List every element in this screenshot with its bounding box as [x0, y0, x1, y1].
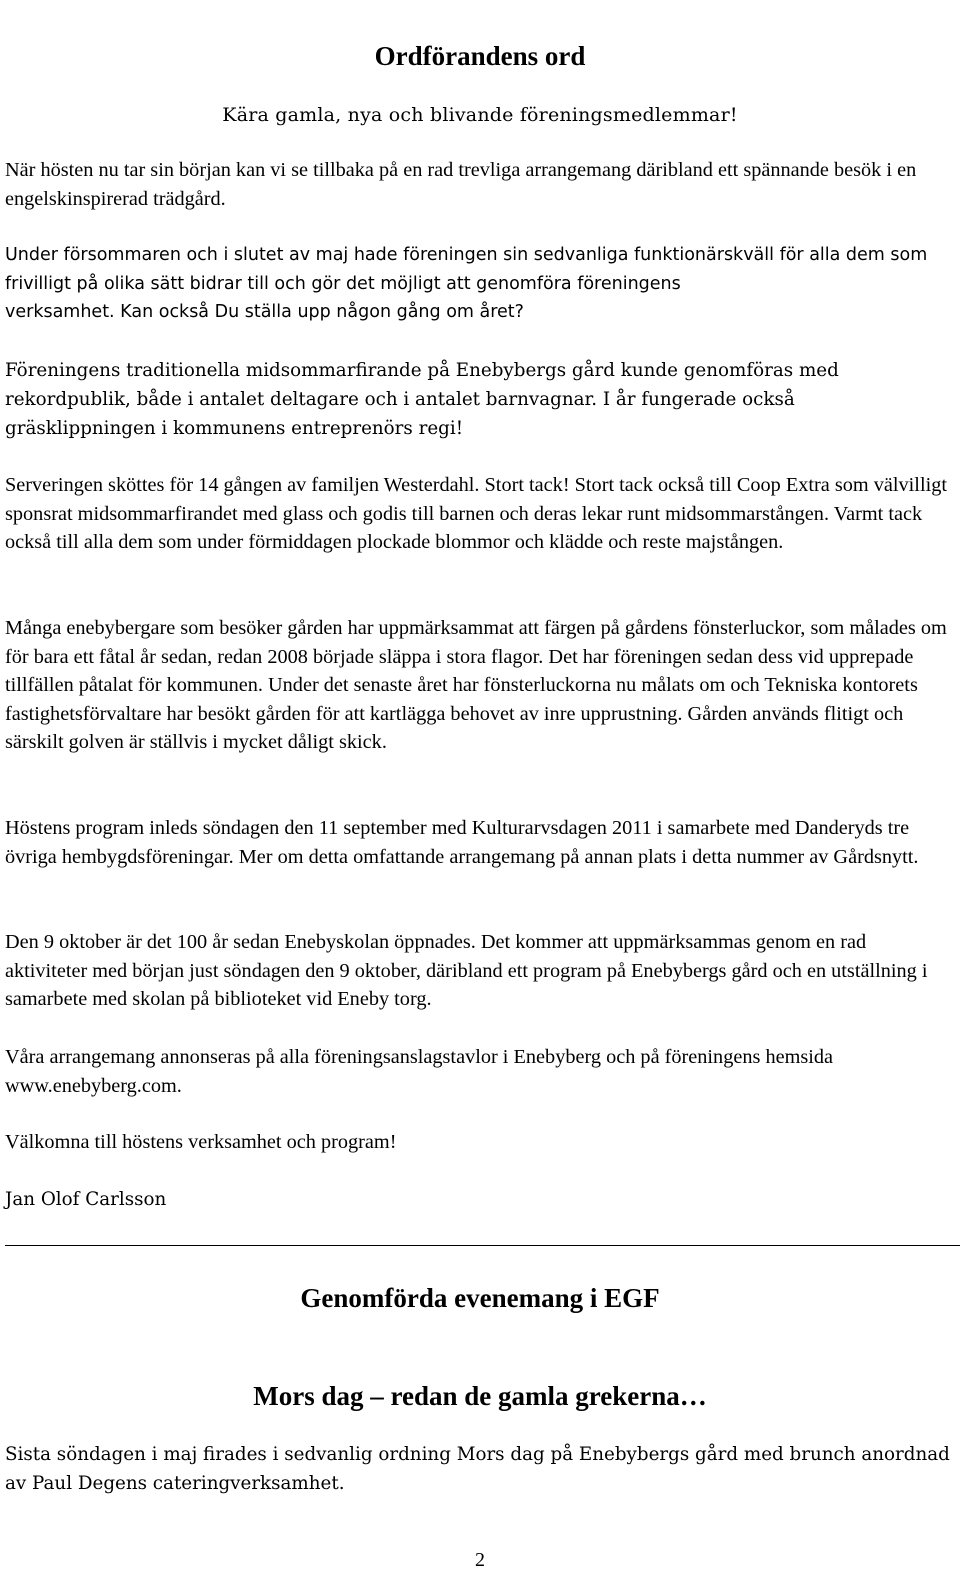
article-heading: Mors dag – redan de gamla grekerna…	[253, 1381, 707, 1411]
paragraph-midsummer: Föreningens traditionella midsommarfirande på Enebybergs gård kunde genomföras med rekordpublik, både i antalet deltagare och i antalet barnvagnar. I år fungerade också gräsklippningen i kommunens entreprenörs regi!	[5, 360, 839, 439]
page-number: 2	[475, 1549, 485, 1571]
section-divider	[5, 1245, 960, 1246]
paragraph-thanks: Serveringen sköttes för 14 gången av familjen Westerdahl. Stort tack! Stort tack också till Coop Extra som välvilligt sponsrat midsommarfirandet med glass och godis till barnen och deras lekar runt midsommarstången. Varmt tack också till alla dem som under förmiddagen plockade blommor och klädde och reste majstången.	[5, 474, 947, 554]
section-heading: Genomförda evenemang i EGF	[300, 1283, 660, 1313]
paragraph-shutters: Många enebybergare som besöker gården har uppmärksammat att färgen på gårdens fönsterluckor, som målades om för bara ett fåtal år sedan, redan 2008 började släppa i stora flagor. Det har föreningen sedan dess vid upprepade tillfällen påtalat för kommunen. Under det senaste året har fönsterluckorna nu målats om och Tekniska kontorets fastighetsförvaltare har besökt gården för att kartlägga behovet av inre upprustning. Gården används flitigt och särskilt golven är ställvis i mycket dåligt skick.	[5, 617, 947, 754]
page-title: Ordförandens ord	[374, 41, 586, 71]
paragraph-volunteer-evening	[5, 241, 950, 327]
paragraph-volunteer-evening-text: Under försommaren och i slutet av maj hade föreningen sin sedvanliga funktionärskväll för alla dem som frivilligt på olika sätt bidrar till och gör det möjligt att genomföra föreningens	[5, 245, 928, 294]
paragraph-announcements: Våra arrangemang annonseras på alla föreningsanslagstavlor i Enebyberg och på föreningens hemsida www.enebyberg.com.	[5, 1046, 834, 1097]
paragraph-autumn-program: Höstens program inleds söndagen den 11 september med Kulturarvsdagen 2011 i samarbete med Danderyds tre övriga hembygdsföreningar. Mer om detta omfattande arrangemang på annan plats i detta nummer av Gårdsnytt.	[5, 817, 919, 868]
paragraph-volunteer-evening-question: verksamhet. Kan också Du ställa upp någon gång om året?	[5, 302, 524, 323]
paragraph-welcome: Välkomna till höstens verksamhet och program!	[5, 1131, 397, 1153]
signature: Jan Olof Carlsson	[5, 1189, 167, 1210]
salutation: Kära gamla, nya och blivande föreningsmedlemmar!	[222, 104, 738, 126]
article-text: Sista söndagen i maj firades i sedvanlig ordning Mors dag på Enebybergs gård med brunch anordnad av Paul Degens cateringverksamhet.	[5, 1444, 950, 1494]
paragraph-school-anniversary: Den 9 oktober är det 100 år sedan Enebyskolan öppnades. Det kommer att uppmärksammas genom en rad aktiviteter med början just söndagen den 9 oktober, däribland ett program på Enebybergs gård och en utställning i samarbete med skolan på biblioteket vid Eneby torg.	[5, 931, 928, 1011]
paragraph-autumn-intro: När hösten nu tar sin början kan vi se tillbaka på en rad trevliga arrangemang däribland ett spännande besök i en engelskinspirerad trädgård.	[5, 159, 917, 210]
